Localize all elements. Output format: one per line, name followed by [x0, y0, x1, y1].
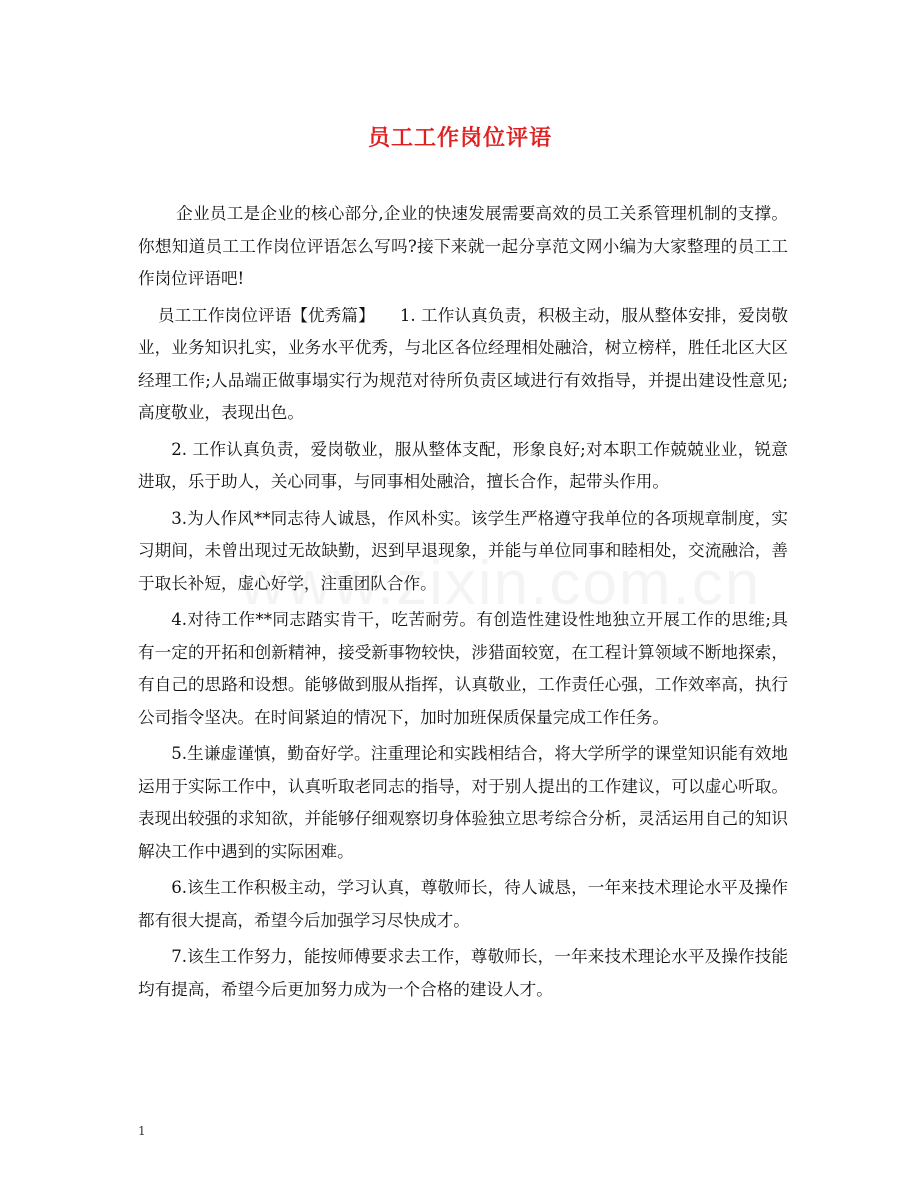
document-title: 员工工作岗位评语 [367, 125, 552, 151]
document-body [138, 198, 788, 1010]
page-number: 1 [138, 1124, 146, 1138]
paragraph-item-6: 6.该生工作积极主动，学习认真，尊敬师长，待人诚恳，一年来技术理论水平及操作都有很大提高，希望今后加强学习尽快成才。 [138, 878, 788, 930]
paragraph-item-4: 4.对待工作**同志踏实肯干，吃苦耐劳。有创造性建设性地独立开展工作的思维;具有一定的开拓和创新精神，接受新事物较快，涉猎面较宽，在工程计算领域不断地探索，有自己的思路和设想。能够做到服从指挥，认真敬业，工作责任心强，工作效率高，执行公司指令坚决。在时间紧迫的情况下，加时加班保质保量完成工作任务。 [138, 610, 788, 727]
paragraph-intro: 企业员工是企业的核心部分,企业的快速发展需要高效的员工关系管理机制的支撑。你想知道员工工作岗位评语怎么写吗?接下来就一起分享范文网小编为大家整理的员工工作岗位评语吧! [138, 204, 788, 288]
paragraph-item-2: 2. 工作认真负责，爱岗敬业，服从整体支配，形象良好;对本职工作兢兢业业，锐意进取，乐于助人，关心同事，与同事相处融洽，擅长合作，起带头作用。 [138, 439, 788, 491]
paragraph-item-7: 7.该生工作努力，能按师傅要求去工作，尊敬师长，一年来技术理论水平及操作技能均有提高，希望今后更加努力成为一个合格的建设人才。 [138, 947, 788, 999]
paragraph-item-1: 员工工作岗位评语【优秀篇】 1. 工作认真负责，积极主动，服从整体安排，爱岗敬业，业务知识扎实，业务水平优秀，与北区各位经理相处融洽，树立榜样，胜任北区大区经理工作;人品端正做事塌实行为规范对待所负责区域进行有效指导，并提出建设性意见;高度敬业，表现出色。 [138, 305, 788, 422]
paragraph-item-5: 5.生谦虚谨慎，勤奋好学。注重理论和实践相结合，将大学所学的课堂知识能有效地运用于实际工作中，认真听取老同志的指导，对于别人提出的工作建议，可以虚心听取。表现出较强的求知欲，并能够仔细观察切身体验独立思考综合分析，灵活运用自己的知识解决工作中遇到的实际困难。 [138, 744, 788, 861]
paragraph-item-3: 3.为人作风**同志待人诚恳，作风朴实。该学生严格遵守我单位的各项规章制度，实习期间，未曾出现过无故缺勤，迟到早退现象，并能与单位同事和睦相处，交流融洽，善于取长补短，虚心好学，注重团队合作。 [138, 508, 788, 593]
